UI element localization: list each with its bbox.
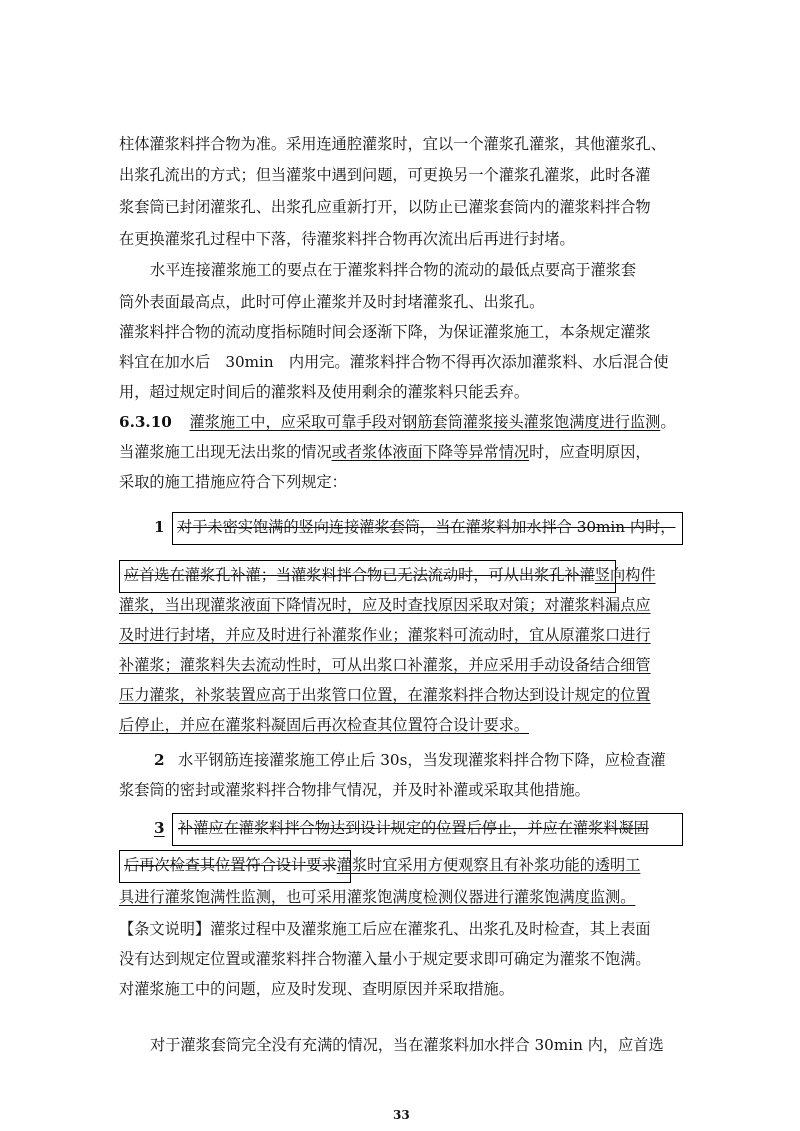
- text-line: 用，超过规定时间后的灌浆料及使用剩余的灌浆料只能丢弃。: [119, 383, 530, 401]
- text-line: 浆套筒的密封或灌浆料拌合物排气情况，并及时补灌或采取其他措施。: [119, 781, 590, 799]
- text-line: 对灌浆施工中的问题，应及时发现、查明原因并采取措施。: [119, 980, 514, 998]
- underlined-text: 灌浆施工中，应采取可靠手段对钢筋套筒灌浆接头灌浆饱满度进行监测: [189, 413, 661, 431]
- item-number: 2: [154, 751, 165, 769]
- clause-number: 6.3.10: [119, 413, 172, 431]
- text-line: 料宜在加水后 30min 内用完。灌浆料拌合物不得再次添加灌浆料、水后混合使: [119, 353, 669, 371]
- underlined-text: 压力灌浆，补浆装置应高于出浆管口位置，在灌浆料拌合物达到设计规定的位置: [119, 686, 651, 704]
- text-line: 水平钢筋连接灌浆施工停止后 30s，当发现灌浆料拌合物下降，应检查灌: [178, 751, 666, 769]
- item-number: 1: [154, 518, 165, 536]
- text-line: 灌浆料拌合物的流动度指标随时间会逐渐下降，为保证灌浆施工，本条规定灌浆: [119, 323, 651, 341]
- text-line: 水平连接灌浆施工的要点在于灌浆料拌合物的流动的最低点要高于灌浆套: [150, 261, 636, 279]
- text-line: 出浆孔流出的方式；但当灌浆中遇到问题，可更换另一个灌浆孔灌浆，此时各灌: [119, 166, 651, 184]
- struck-text: 对于未密实饱满的竖向连接灌浆套筒，当在灌浆料加水拌合 30min 内时，: [177, 518, 676, 536]
- clause-line: [119, 412, 676, 432]
- underlined-text: 或者浆体液面下降等异常情况: [331, 443, 530, 461]
- text-line: 没有达到规定位置或灌浆料拌合物灌入量小于规定要求即可确定为灌浆不饱满。: [119, 950, 651, 968]
- underlined-text: 竖向构件: [594, 566, 656, 584]
- underlined-text: 后停止，并应在灌浆料凝固后再次检查其位置符合设计要求。: [119, 716, 530, 734]
- text-span: 时，应查明原因，: [529, 443, 651, 461]
- text-line: 柱体灌浆料拌合物为准。采用连通腔灌浆时，宜以一个灌浆孔灌浆，其他灌浆孔、: [119, 135, 666, 153]
- text-line: 【条文说明】灌浆过程中及灌浆施工后应在灌浆孔、出浆孔及时检查，其上表面: [119, 920, 651, 938]
- text-line: [124, 855, 640, 875]
- text-line: 对于灌浆套筒完全没有充满的情况，当在灌浆料加水拌合 30min 内，应首选: [150, 1036, 664, 1054]
- underlined-text: 及时进行封堵，并应及时进行补灌浆作业；灌浆料可流动时，宜从原灌浆口进行: [119, 626, 651, 644]
- text-line: 筒外表面最高点，此时可停止灌浆并及时封堵灌浆孔、出浆孔。: [119, 293, 545, 311]
- item-number: 3: [154, 819, 165, 837]
- struck-text: 后再次检查其位置符合设计要求: [124, 856, 337, 874]
- text-line: [124, 565, 656, 585]
- text-line: [119, 442, 651, 462]
- struck-text: 补灌应在灌浆料拌合物达到设计规定的位置后停止，并应在灌浆料凝固: [178, 819, 649, 837]
- text-line: 浆套筒已封闭灌浆孔、出浆孔应重新打开，以防止已灌浆套筒内的灌浆料拌合物: [119, 198, 651, 216]
- page-number: 33: [393, 1108, 410, 1122]
- text-span: 。: [660, 413, 676, 431]
- underlined-text: 灌浆，当出现灌浆液面下降情况时，应及时查找原因采取对策；对灌浆料漏点应: [119, 596, 651, 614]
- text-line: 在更换灌浆孔过程中下落，待灌浆料拌合物再次流出后再进行封堵。: [119, 230, 575, 248]
- underlined-text: 灌浆时宜采用方便观察且有补浆功能的透明工: [336, 856, 641, 874]
- text-span: 当灌浆施工出现无法出浆的情况: [119, 443, 332, 461]
- struck-text: 应首选在灌浆孔补灌；当灌浆料拌合物已无法流动时，可从出浆孔补灌: [124, 566, 595, 584]
- underlined-text: 补灌浆；灌浆料失去流动性时，可从出浆口补灌浆，并应采用手动设备结合细管: [119, 656, 651, 674]
- text-line: 采取的施工措施应符合下列规定：: [119, 473, 347, 491]
- underlined-text: 具进行灌浆饱满性监测，也可采用灌浆饱满度检测仪器进行灌浆饱满度监测。: [119, 888, 636, 906]
